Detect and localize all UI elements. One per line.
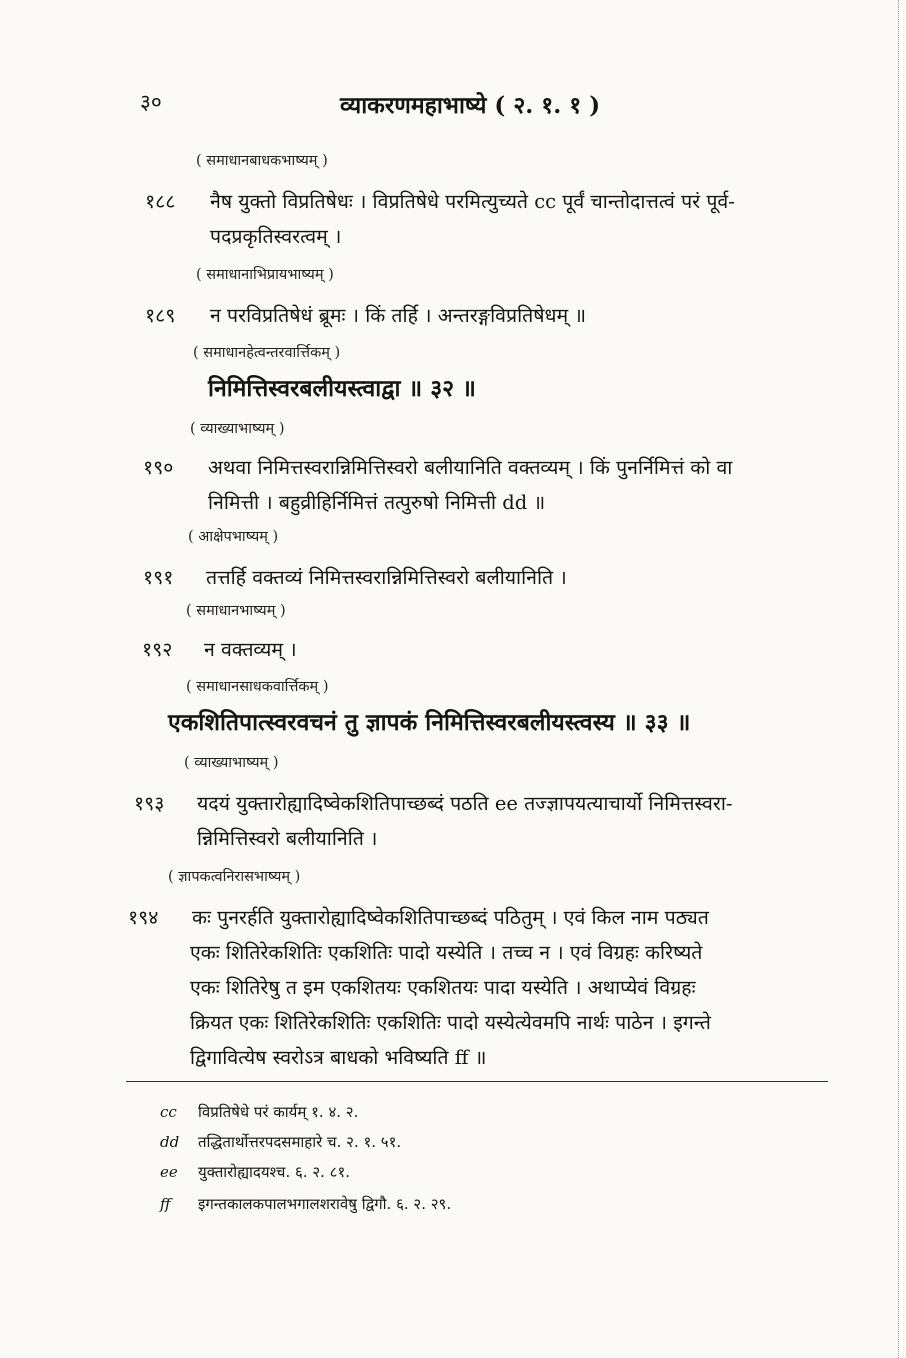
- paragraph-number: १९०: [143, 456, 174, 479]
- footnote-text: इगन्तकालकपालभगालशरावेषु द्विगौ. ६. २. २९.: [198, 1195, 452, 1213]
- footnote-mark: dd: [160, 1133, 180, 1151]
- paragraph-line: एकः शितिरेषु त इम एकशितयः एकशितयः पादा यस्येति । अथाप्येवं विग्रहः: [190, 976, 696, 999]
- section-label: ( समाधानसाधकवार्त्तिकम् ): [186, 679, 329, 695]
- paragraph-line: निमित्ती । बहुव्रीहिर्निमित्तं तत्पुरुषो निमित्ती dd ॥: [208, 491, 546, 514]
- footnote-mark: ee: [160, 1163, 178, 1181]
- paragraph-number: १९४: [128, 906, 159, 929]
- section-label: ( समाधानबाधकभाष्यम् ): [196, 153, 328, 169]
- footnote-text: युक्तारोह्यादयश्च. ६. २. ८१.: [198, 1163, 351, 1181]
- footnote-text: विप्रतिषेधे परं कार्यम् १. ४. २.: [198, 1103, 359, 1121]
- vartika-sutra: निमित्तिस्वरबलीयस्त्वाद्वा ॥ ३२ ॥: [208, 375, 476, 402]
- paragraph-line: अथवा निमित्तस्वरान्निमित्तिस्वरो बलीयानिति वक्तव्यम् । किं पुनर्निमित्तं को वा: [208, 456, 733, 479]
- paragraph-number: १९३: [134, 792, 165, 815]
- paragraph-line: क्रियत एकः शितिरेकशितिः एकशितिः पादो यस्येत्येवमपि नार्थः पाठेन । इगन्ते: [190, 1011, 711, 1034]
- paragraph-line: द्विगावित्येष स्वरोऽत्र बाधको भविष्यति ff ॥: [190, 1046, 487, 1069]
- section-label: ( समाधानभाष्यम् ): [186, 603, 286, 619]
- paragraph-number: १९२: [142, 638, 173, 661]
- section-label: ( समाधानहेत्वन्तरवार्त्तिकम् ): [193, 345, 341, 361]
- paragraph-line: कः पुनरर्हति युक्तारोह्यादिष्वेकशितिपाच्छब्दं पठितुम् । एवं किल नाम पठ्यत: [192, 906, 709, 929]
- section-label: ( व्याख्याभाष्यम् ): [190, 421, 285, 437]
- paragraph-line: नैष युक्तो विप्रतिषेधः । विप्रतिषेधे परमित्युच्यते cc पूर्वं चान्तोदात्तत्वं परं पूर्व-: [210, 190, 735, 213]
- paragraph-line: पदप्रकृतिस्वरत्वम् ।: [210, 225, 342, 248]
- section-label: ( व्याख्याभाष्यम् ): [184, 755, 279, 771]
- paragraph-line: तत्तर्हि वक्तव्यं निमित्तस्वरान्निमित्तिस्वरो बलीयानिति ।: [206, 566, 567, 589]
- paragraph-number: १९१: [143, 566, 174, 589]
- section-label: ( समाधानाभिप्रायभाष्यम् ): [196, 267, 334, 283]
- section-label: ( ज्ञापकत्वनिरासभाष्यम् ): [168, 869, 301, 885]
- footnote-mark: cc: [160, 1103, 177, 1121]
- page-number: ३०: [140, 90, 162, 114]
- paragraph-line: न परविप्रतिषेधं ब्रूमः । किं तर्हि । अन्तरङ्गविप्रतिषेधम् ॥: [210, 304, 587, 327]
- footnote-rule: [126, 1081, 828, 1082]
- page-header: [140, 88, 860, 124]
- footnote-mark: ff: [160, 1195, 171, 1213]
- paragraph-number: १८८: [145, 190, 176, 213]
- footnote: [160, 1162, 350, 1182]
- paragraph-line: यदयं युक्तारोह्यादिष्वेकशितिपाच्छब्दं पठति ee तज्ज्ञापयत्याचार्यो निमित्तस्वरा-: [197, 792, 733, 815]
- vartika-sutra: एकशितिपात्स्वरवचनं तु ज्ञापकं निमित्तिस्वरबलीयस्त्वस्य ॥ ३३ ॥: [168, 709, 691, 736]
- footnote: [160, 1102, 358, 1122]
- footnote-text: तद्धितार्थोत्तरपदसमाहारे च. २. १. ५१.: [198, 1133, 402, 1151]
- running-title: व्याकरणमहाभाष्ये ( २. १. १ ): [340, 92, 601, 119]
- page-edge: [898, 0, 902, 1358]
- footnote: [160, 1194, 451, 1214]
- paragraph-number: १८९: [145, 304, 176, 327]
- footnote: [160, 1132, 401, 1152]
- paragraph-line: एकः शितिरेकशितिः एकशितिः पादो यस्येति । तच्च न । एवं विग्रहः करिष्यते: [190, 941, 703, 964]
- paragraph-line: न वक्तव्यम् ।: [204, 638, 297, 661]
- section-label: ( आक्षेपभाष्यम् ): [188, 529, 279, 545]
- paragraph-line: न्निमित्तिस्वरो बलीयानिति ।: [197, 827, 378, 850]
